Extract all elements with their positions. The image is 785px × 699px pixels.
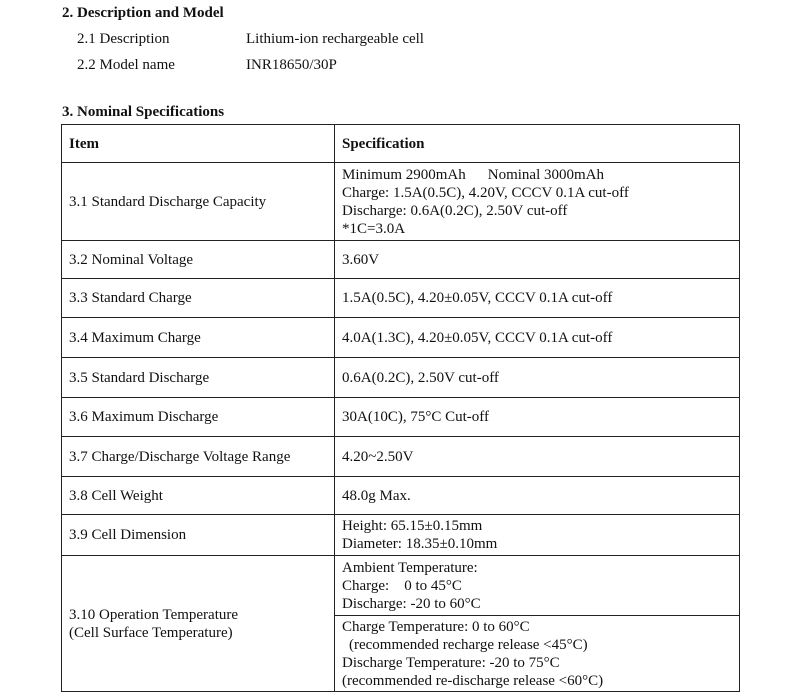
table-row: [62, 318, 740, 358]
spec-cell: 48.0g Max.: [335, 477, 740, 515]
spec-line: Height: 65.15±0.15mm: [342, 518, 483, 534]
item-cell: 3.3 Standard Charge: [62, 279, 335, 318]
item-cell: 3.2 Nominal Voltage: [62, 241, 335, 279]
table-row: [62, 515, 740, 556]
table-row: [62, 556, 740, 616]
spec-nominal-capacity: Nominal 3000mAh: [487, 166, 605, 183]
spec-cell: 4.20~2.50V: [335, 437, 740, 477]
spec-line: Charge: 1.5A(0.5C), 4.20V, CCCV 0.1A cut-off: [342, 184, 629, 201]
description-value: Lithium-ion rechargeable cell: [246, 31, 424, 47]
item-line: (Cell Surface Temperature): [69, 624, 233, 641]
item-cell: 3.8 Cell Weight: [62, 477, 335, 515]
table-row: [62, 477, 740, 515]
item-cell: [62, 556, 335, 692]
spec-cell: 1.5A(0.5C), 4.20±0.05V, CCCV 0.1A cut-off: [335, 279, 740, 318]
spec-cell: [335, 556, 740, 616]
spec-line: Diameter: 18.35±0.10mm: [342, 536, 498, 552]
spec-line: Discharge: 0.6A(0.2C), 2.50V cut-off: [342, 202, 568, 219]
item-cell: 3.9 Cell Dimension: [62, 515, 335, 556]
table-row: [62, 279, 740, 318]
spec-cell: 4.0A(1.3C), 4.20±0.05V, CCCV 0.1A cut-off: [335, 318, 740, 358]
spec-cell: [335, 515, 740, 556]
specification-column-header: Specification: [335, 125, 740, 163]
section-3-heading: 3. Nominal Specifications: [62, 104, 225, 120]
item-cell: 3.5 Standard Discharge: [62, 358, 335, 398]
item-cell: 3.1 Standard Discharge Capacity: [62, 163, 335, 241]
spec-cell: [335, 163, 740, 241]
spec-min-capacity: Minimum 2900mAh: [342, 166, 466, 183]
table-row: [62, 398, 740, 437]
item-column-header: Item: [62, 125, 335, 163]
spec-line: (recommended re-discharge release <60°C): [342, 672, 604, 689]
spec-cell: 30A(10C), 75°C Cut-off: [335, 398, 740, 437]
model-name-value: INR18650/30P: [246, 57, 337, 73]
table-header-row: [62, 125, 740, 163]
table-row: [62, 163, 740, 241]
spec-line: Ambient Temperature:: [342, 559, 478, 576]
spec-cell: 3.60V: [335, 241, 740, 279]
spec-cell: [335, 616, 740, 692]
nominal-specifications-table: [61, 124, 740, 692]
spec-line: Charge Temperature: 0 to 60°C: [342, 618, 530, 635]
spec-line: Discharge Temperature: -20 to 75°C: [342, 654, 560, 671]
item-line: 3.10 Operation Temperature: [69, 606, 239, 623]
table-row: [62, 241, 740, 279]
section-2-heading: 2. Description and Model: [62, 5, 224, 21]
spec-line: (recommended recharge release <45°C): [349, 636, 588, 653]
item-cell: 3.6 Maximum Discharge: [62, 398, 335, 437]
item-cell: 3.4 Maximum Charge: [62, 318, 335, 358]
spec-line: *1C=3.0A: [342, 220, 406, 237]
model-name-label: 2.2 Model name: [77, 57, 175, 73]
spec-line: [342, 166, 739, 184]
spec-line: Charge: 0 to 45°C: [342, 577, 462, 594]
item-cell: 3.7 Charge/Discharge Voltage Range: [62, 437, 335, 477]
table-row: [62, 437, 740, 477]
table-row: [62, 358, 740, 398]
spec-line: Discharge: -20 to 60°C: [342, 595, 481, 612]
description-label: 2.1 Description: [77, 31, 170, 47]
spec-cell: 0.6A(0.2C), 2.50V cut-off: [335, 358, 740, 398]
